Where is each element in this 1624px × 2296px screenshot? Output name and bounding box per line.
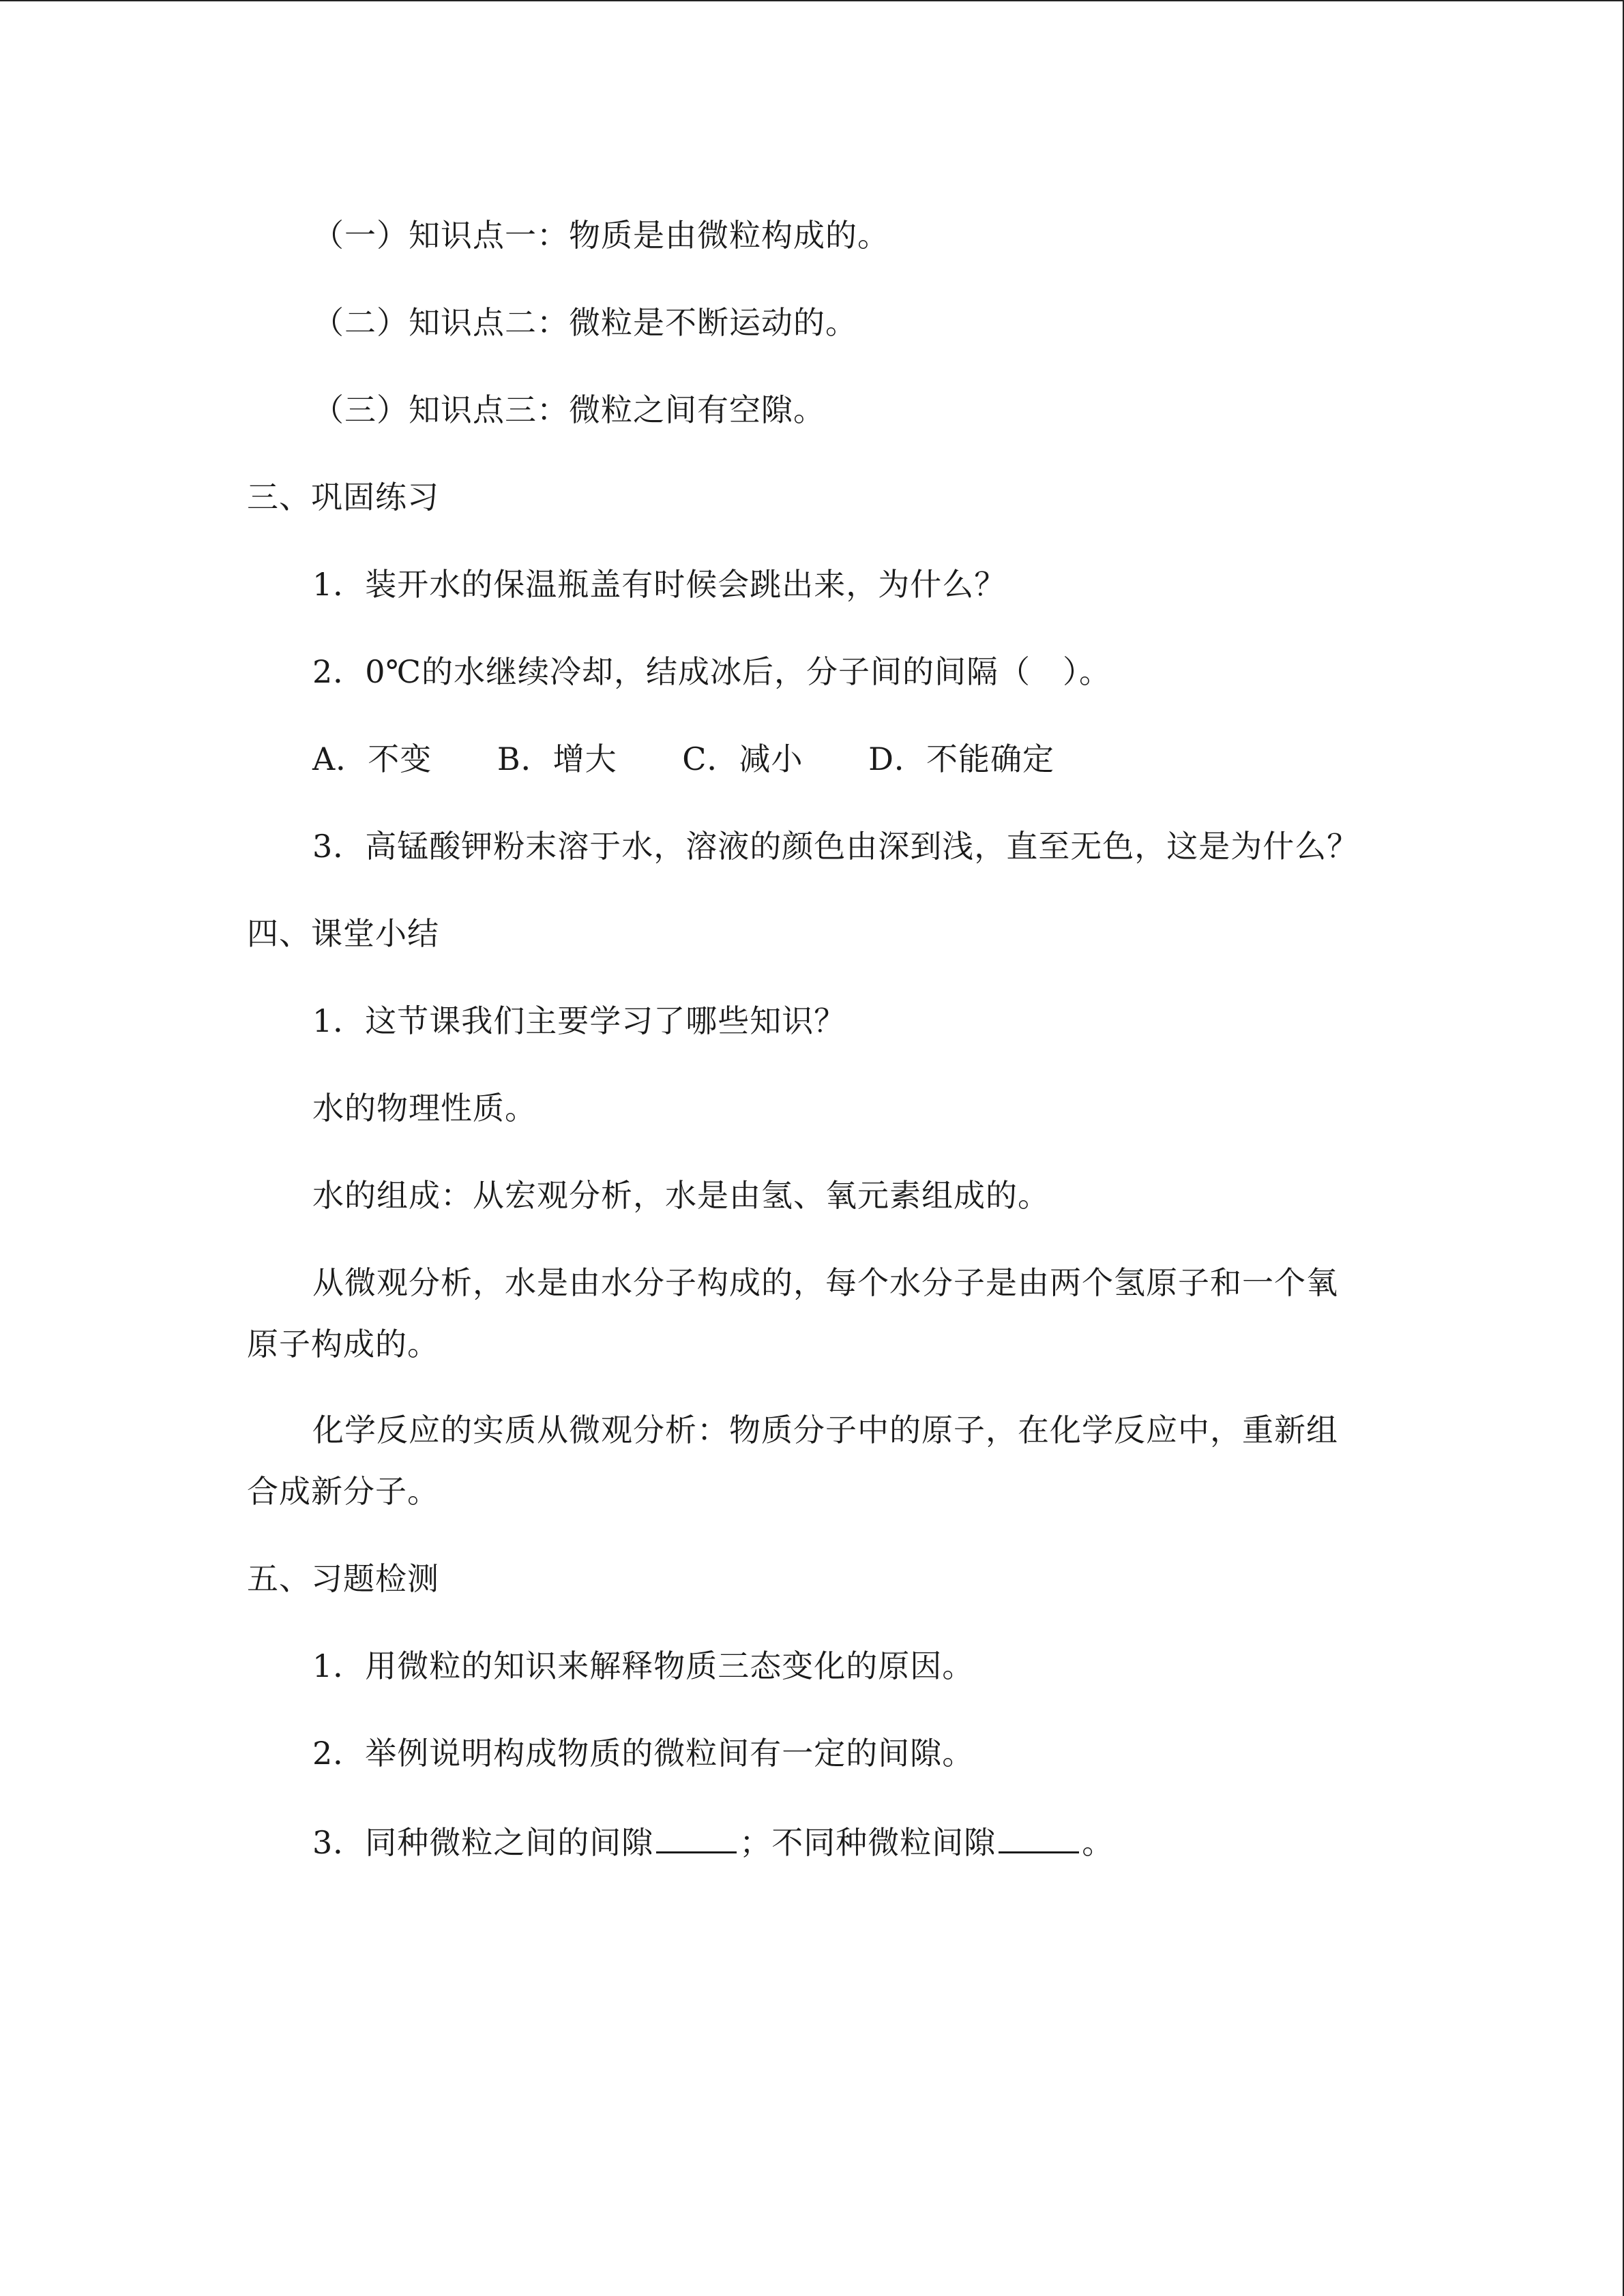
knowledge-point-1: （一）知识点一：物质是由微粒构成的。 bbox=[312, 217, 889, 254]
knowledge-point-2: （二）知识点二：微粒是不断运动的。 bbox=[312, 304, 857, 341]
question-3-text-part-3: 。 bbox=[1082, 1824, 1114, 1861]
summary-water-composition: 水的组成：从宏观分析，水是由氢、氧元素组成的。 bbox=[312, 1177, 1050, 1214]
question-3-text-part-1: 3．同种微粒之间的间隙 bbox=[312, 1824, 654, 1861]
section-3-question-2-options bbox=[312, 739, 1054, 779]
section-5-question-2: 2．举例说明构成物质的微粒间有一定的间隙。 bbox=[312, 1735, 975, 1772]
summary-reaction-essence-line-1: 化学反应的实质从微观分析：物质分子中的原子，在化学反应中，重新组 bbox=[312, 1412, 1338, 1448]
option-c: C．减小 bbox=[682, 741, 803, 777]
knowledge-point-3: （三）知识点三：微粒之间有空隙。 bbox=[312, 391, 825, 428]
option-b: B．增大 bbox=[497, 741, 617, 777]
summary-micro-analysis-line-1: 从微观分析，水是由水分子构成的，每个水分子是由两个氢原子和一个氧 bbox=[312, 1264, 1338, 1301]
section-3-question-3: 3．高锰酸钾粉末溶于水，溶液的颜色由深到浅，直至无色，这是为什么？ bbox=[312, 828, 1359, 865]
section-5-question-1: 1．用微粒的知识来解释物质三态变化的原因。 bbox=[312, 1648, 975, 1684]
section-4-heading: 四、课堂小结 bbox=[247, 915, 439, 952]
answer-blank-2 bbox=[999, 1820, 1079, 1853]
option-a: A．不变 bbox=[312, 741, 432, 777]
section-4-question-1: 1．这节课我们主要学习了哪些知识？ bbox=[312, 1002, 846, 1039]
summary-reaction-essence-line-2: 合成新分子。 bbox=[247, 1473, 439, 1510]
question-3-text-part-2: ；不同种微粒间隙 bbox=[739, 1824, 996, 1861]
section-3-question-2: 2．0℃的水继续冷却，结成冰后，分子间的间隔（ ）。 bbox=[312, 653, 1111, 690]
section-3-heading: 三、巩固练习 bbox=[247, 479, 439, 516]
section-5-heading: 五、习题检测 bbox=[247, 1560, 439, 1597]
option-d: D．不能确定 bbox=[868, 741, 1055, 777]
answer-blank-1 bbox=[656, 1820, 737, 1853]
summary-micro-analysis-line-2: 原子构成的。 bbox=[247, 1326, 439, 1362]
summary-physical-properties: 水的物理性质。 bbox=[312, 1090, 537, 1127]
section-5-question-3 bbox=[312, 1820, 1114, 1863]
section-3-question-1: 1．装开水的保温瓶盖有时候会跳出来，为什么？ bbox=[312, 566, 1007, 603]
